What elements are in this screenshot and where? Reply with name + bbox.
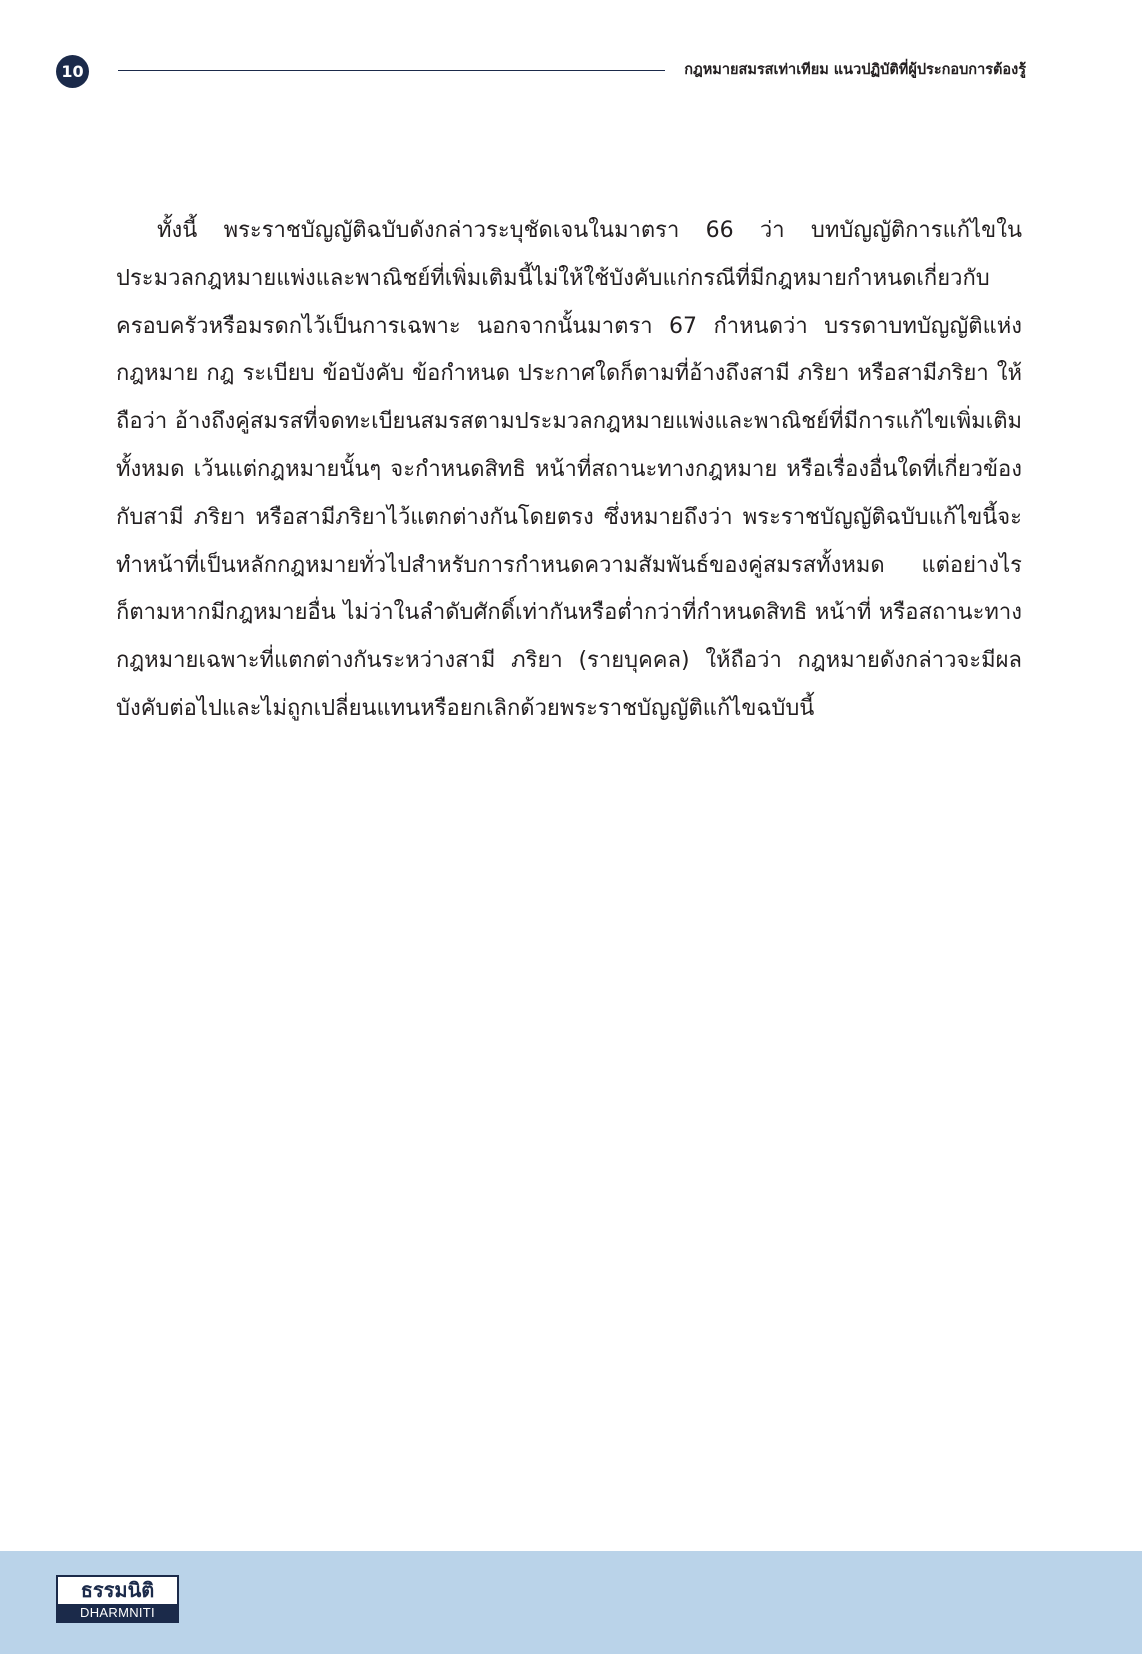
logo-latin-text: DHARMNITI — [58, 1604, 177, 1621]
body-paragraph: ทั้งนี้ พระราชบัญญัติฉบับดังกล่าวระบุชัดเจนในมาตรา 66 ว่า บทบัญญัติการแก้ไขในประมวลกฎหมายแพ่งและพาณิชย์ที่เพิ่มเติมนี้ไม่ให้ใช้บังคับแก่กรณีที่มีกฎหมายกำหนดเกี่ยวกับครอบครัวหรือมรดกไว้เป็นการเฉพาะ นอกจากนั้นมาตรา 67 กำหนดว่า บรรดาบทบัญญัติแห่งกฎหมาย กฎ ระเบียบ ข้อบังคับ ข้อกำหนด ประกาศใดก็ตามที่อ้างถึงสามี ภริยา หรือสามีภริยา ให้ถือว่า อ้างถึงคู่สมรสที่จดทะเบียนสมรสตามประมวลกฎหมายแพ่งและพาณิชย์ที่มีการแก้ไขเพิ่มเติมทั้งหมด เว้นแต่กฎหมายนั้นๆ จะกำหนดสิทธิ หน้าที่สถานะทางกฎหมาย หรือเรื่องอื่นใดที่เกี่ยวข้องกับสามี ภริยา หรือสามีภริยาไว้แตกต่างกันโดยตรง ซึ่งหมายถึงว่า พระราชบัญญัติฉบับแก้ไขนี้จะทำหน้าที่เป็นหลักกฎหมายทั่วไปสำหรับการกำหนดความสัมพันธ์ของคู่สมรสทั้งหมด แต่อย่างไรก็ตามหากมีกฎหมายอื่น ไม่ว่าในลำดับศักดิ์เท่ากันหรือต่ำกว่าที่กำหนดสิทธิ หน้าที่ หรือสถานะทางกฎหมายเฉพาะที่แตกต่างกันระหว่างสามี ภริยา (รายบุคคล) ให้ถือว่า กฎหมายดังกล่าวจะมีผลบังคับต่อไปและไม่ถูกเปลี่ยนแทนหรือยกเลิกด้วยพระราชบัญญัติแก้ไขฉบับนี้ — [116, 218, 1022, 721]
page-number-badge: 10 — [56, 55, 89, 88]
running-title: กฎหมายสมรสเท่าเทียม แนวปฏิบัติที่ผู้ประกอบการต้องรู้ — [684, 62, 1026, 78]
logo-thai-text: ธรรมนิติ — [80, 1578, 155, 1602]
publisher-logo — [56, 1575, 179, 1623]
header-divider — [118, 70, 665, 71]
